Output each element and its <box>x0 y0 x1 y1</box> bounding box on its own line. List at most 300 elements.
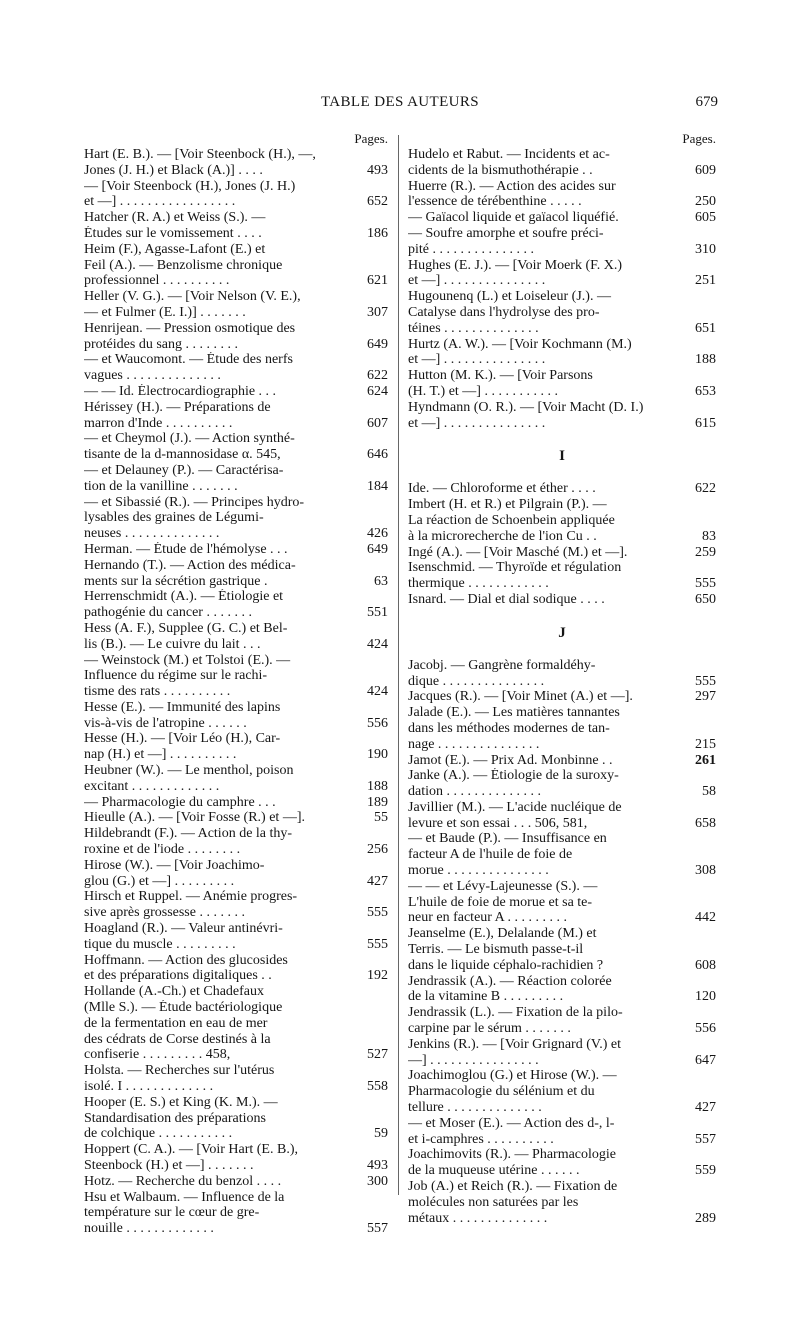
entry-text: Catalyse dans l'hydrolyse des pro- <box>408 304 600 320</box>
page-reference: 63 <box>374 573 388 589</box>
entry-text: Jacobj. — Gangrène formaldéhy- <box>408 657 596 673</box>
entry-line <box>408 210 716 226</box>
entry-line <box>84 210 388 226</box>
entry-line <box>408 1163 716 1179</box>
entry-text: pité . . . . . . . . . . . . . . . <box>408 241 534 257</box>
page-reference: 256 <box>367 842 388 858</box>
entry-text: L'huile de foie de morue et sa te- <box>408 894 593 910</box>
entry-text: Hughes (E. J.). — [Voir Moerk (F. X.) <box>408 257 623 273</box>
entry-text: Hess (A. F.), Supplee (G. C.) et Bel- <box>84 620 288 636</box>
entry-line <box>84 258 388 274</box>
page-reference: 308 <box>695 863 716 879</box>
entry-text: Hurtz (A. W.). — [Voir Kochmann (M.) <box>408 336 632 352</box>
index-entry <box>84 858 388 890</box>
entry-text: Jenkins (R.). — [Voir Grignard (V.) et <box>408 1036 621 1052</box>
index-entry <box>84 352 388 384</box>
entry-text: Javillier (M.). — L'acide nucléique de <box>408 799 622 815</box>
page-reference: 427 <box>367 873 388 889</box>
entry-text: Hoffmann. — Action des glucosides <box>84 952 288 968</box>
entry-text: La réaction de Schoenbein appliquée <box>408 512 615 528</box>
index-entry <box>84 1142 388 1174</box>
index-entry <box>408 926 716 973</box>
entry-line <box>84 431 388 447</box>
index-entry <box>84 242 388 289</box>
index-entry <box>84 1174 388 1190</box>
page-reference: 555 <box>367 905 388 921</box>
entry-text: tion de la vanilline . . . . . . . <box>84 478 238 494</box>
entry-text: Hirsch et Ruppel. — Anémie progres- <box>84 889 298 905</box>
entry-text: neuses . . . . . . . . . . . . . . <box>84 526 220 542</box>
entry-line <box>408 289 716 305</box>
page-reference: 557 <box>695 1131 716 1147</box>
entry-line <box>408 1100 716 1116</box>
entry-text: Hudelo et Rabut. — Incidents et ac- <box>408 147 610 162</box>
page-reference: 608 <box>695 957 716 973</box>
entry-text: protéides du sang . . . . . . . . <box>84 336 238 352</box>
page-reference: 615 <box>695 415 716 431</box>
entry-line <box>84 747 388 763</box>
entry-line <box>408 1195 716 1211</box>
entry-line <box>408 689 716 705</box>
entry-line <box>84 921 388 937</box>
entry-line <box>84 510 388 526</box>
page-reference: 649 <box>367 336 388 352</box>
entry-line <box>84 368 388 384</box>
entry-line <box>84 937 388 953</box>
index-entry <box>84 621 388 653</box>
index-entry <box>408 879 716 926</box>
entry-line <box>84 194 388 210</box>
entry-line <box>84 589 388 605</box>
index-entry <box>84 400 388 432</box>
entry-line <box>408 1179 716 1195</box>
entry-text: Joachimovits (R.). — Pharmacologie <box>408 1147 617 1163</box>
index-entry <box>84 700 388 732</box>
page-reference: 188 <box>695 352 716 368</box>
index-entry <box>408 210 716 226</box>
page-reference: 424 <box>367 636 388 652</box>
entry-text: tisante de la d-mannosidase α. 545, <box>84 447 281 463</box>
entry-line <box>84 495 388 511</box>
entry-text: Hoppert (C. A.). — [Voir Hart (E. B.), <box>84 1142 298 1158</box>
entry-text: — Gaïacol liquide et gaïacol liquéfié. <box>408 210 619 226</box>
entry-text: Isenschmid. — Thyroïde et régulation <box>408 560 622 576</box>
index-entry <box>84 495 388 542</box>
page-reference: 527 <box>367 1047 388 1063</box>
entry-text: Études sur le vomissement . . . . <box>84 225 262 241</box>
entry-text: Standardisation des préparations <box>84 1110 266 1126</box>
entry-line <box>408 226 716 242</box>
entry-text: Terris. — Le bismuth passe-t-il <box>408 942 584 958</box>
index-entry <box>408 753 716 769</box>
entry-line <box>84 1158 388 1174</box>
entry-line <box>84 653 388 669</box>
page-reference: 622 <box>367 368 388 384</box>
entry-text: — Soufre amorphe et soufre préci- <box>408 225 604 241</box>
entry-text: et —] . . . . . . . . . . . . . . . <box>408 415 546 431</box>
entry-text: Hyndmann (O. R.). — [Voir Macht (D. I.) <box>408 399 644 415</box>
page-reference: 184 <box>367 478 388 494</box>
entry-text: lysables des graines de Légumi- <box>84 510 264 526</box>
entry-line <box>84 352 388 368</box>
index-entry <box>84 810 388 826</box>
entry-line <box>84 637 388 653</box>
entry-line <box>408 481 716 497</box>
right-column <box>408 131 716 1226</box>
entry-text: et —] . . . . . . . . . . . . . . . <box>408 352 546 368</box>
page-reference: 551 <box>367 605 388 621</box>
entry-line <box>408 163 716 179</box>
page-reference: 646 <box>367 447 388 463</box>
entry-line <box>84 1047 388 1063</box>
index-entry <box>408 481 716 497</box>
entry-line <box>408 863 716 879</box>
index-entry <box>408 831 716 878</box>
entry-text: dans les méthodes modernes de tan- <box>408 720 610 736</box>
entry-text: roxine et de l'iode . . . . . . . . <box>84 842 241 858</box>
index-entry <box>84 826 388 858</box>
entry-text: Henrijean. — Pression osmotique des <box>84 320 296 336</box>
entry-text: — et Waucomont. — Étude des nerfs <box>84 352 293 368</box>
index-entry <box>84 542 388 558</box>
entry-text: — Weinstock (M.) et Tolstoi (E.). — <box>84 652 291 668</box>
entry-text: thermique . . . . . . . . . . . . <box>408 576 549 592</box>
entry-text: Huerre (R.). — Action des acides sur <box>408 178 616 194</box>
entry-text: — et Fulmer (E. I.)] . . . . . . . <box>84 304 246 320</box>
page-reference: 624 <box>367 383 388 399</box>
entry-text: dique . . . . . . . . . . . . . . . <box>408 673 545 689</box>
page-reference: 557 <box>367 1221 388 1237</box>
entry-line <box>84 574 388 590</box>
page-reference: 609 <box>695 162 716 178</box>
page-reference: 188 <box>367 778 388 794</box>
entry-text: — et Delauney (P.). — Caractérisa- <box>84 462 284 478</box>
entry-text: Ingé (A.). — [Voir Masché (M.) et —]. <box>408 544 628 560</box>
entry-text: Jendrassik (L.). — Fixation de la pilo- <box>408 1005 623 1021</box>
entry-text: vagues . . . . . . . . . . . . . . <box>84 368 221 384</box>
index-entry <box>84 731 388 763</box>
index-entry <box>84 589 388 621</box>
running-title: TABLE DES AUTEURS <box>320 94 480 110</box>
entry-line <box>408 352 716 368</box>
page-reference: 652 <box>367 194 388 210</box>
entry-text: tisme des rats . . . . . . . . . . <box>84 684 231 700</box>
entry-line <box>84 621 388 637</box>
entry-text: cidents de la bismuthothérapie . . <box>408 162 593 178</box>
index-entry <box>84 1190 388 1237</box>
section-letter: I <box>559 448 565 465</box>
index-entry <box>84 953 388 985</box>
pages-label: Pages. <box>682 131 716 146</box>
entry-line <box>408 910 716 926</box>
entry-line <box>408 674 716 690</box>
index-entry <box>84 321 388 353</box>
entry-text: nouille . . . . . . . . . . . . . <box>84 1221 214 1237</box>
index-entry <box>408 545 716 561</box>
index-entry <box>408 179 716 211</box>
index-entry <box>84 795 388 811</box>
entry-line <box>408 895 716 911</box>
index-entry <box>408 400 716 432</box>
page-reference: 427 <box>695 1100 716 1116</box>
section-letter: J <box>558 624 566 641</box>
entry-line <box>84 321 388 337</box>
entry-text: de colchique . . . . . . . . . . . <box>84 1126 233 1142</box>
page-reference: 190 <box>367 747 388 763</box>
index-entry <box>408 592 716 608</box>
entry-line <box>408 576 716 592</box>
entry-line <box>84 858 388 874</box>
entry-line <box>408 879 716 895</box>
entry-text: vis-à-vis de l'atropine . . . . . . <box>84 715 247 731</box>
entry-text: de la vitamine B . . . . . . . . . <box>408 989 564 1005</box>
entry-text: l'essence de térébenthine . . . . . <box>408 194 582 210</box>
entry-line <box>84 810 388 826</box>
page-reference: 300 <box>367 1173 388 1189</box>
entry-text: tellure . . . . . . . . . . . . . . <box>408 1100 542 1116</box>
page-reference: 559 <box>695 1163 716 1179</box>
entry-text: — et Baude (P.). — Insuffisance en <box>408 831 607 847</box>
entry-line <box>408 1068 716 1084</box>
page-reference: 259 <box>695 544 716 560</box>
index-entry <box>84 289 388 321</box>
entry-line <box>84 305 388 321</box>
page-reference: 555 <box>367 936 388 952</box>
page-reference: 650 <box>695 591 716 607</box>
entry-text: (Mlle S.). — Étude bactériologique <box>84 1000 283 1016</box>
entry-text: glou (G.) et —] . . . . . . . . . <box>84 873 235 889</box>
entry-line <box>408 258 716 274</box>
entry-text: — et Sibassié (R.). — Principes hydro- <box>84 494 305 510</box>
entry-line <box>408 179 716 195</box>
entry-line <box>408 337 716 353</box>
entry-text: facteur A de l'huile de foie de <box>408 847 573 863</box>
entry-line <box>84 605 388 621</box>
entry-line <box>84 479 388 495</box>
entry-line <box>408 1005 716 1021</box>
entry-line <box>84 953 388 969</box>
entry-text: — — Id. Électrocardiographie . . . <box>84 383 277 399</box>
entry-text: — et Cheymol (J.). — Action synthé- <box>84 431 295 447</box>
entry-text: (H. T.) et —] . . . . . . . . . . . <box>408 383 558 399</box>
entry-text: Hoagland (R.). — Valeur antinévri- <box>84 921 283 937</box>
entry-line <box>408 384 716 400</box>
entry-line <box>408 1132 716 1148</box>
entry-text: et des préparations digitaliques . . <box>84 968 272 984</box>
entry-line <box>408 368 716 384</box>
entry-line <box>408 753 716 769</box>
entry-text: — et Moser (E.). — Action des d-, l- <box>408 1115 615 1131</box>
entry-text: Jeanselme (E.), Delalande (M.) et <box>408 926 597 942</box>
entry-line <box>84 416 388 432</box>
entry-line <box>408 1116 716 1132</box>
index-entry <box>408 1116 716 1148</box>
entry-text: Hooper (E. S.) et King (K. M.). — <box>84 1094 278 1110</box>
index-entry <box>408 289 716 336</box>
index-entry <box>408 226 716 258</box>
entry-line <box>84 147 388 163</box>
index-entry <box>84 1095 388 1142</box>
entry-line <box>408 942 716 958</box>
entry-line <box>408 705 716 721</box>
entry-text: Hatcher (R. A.) et Weiss (S.). — <box>84 210 266 226</box>
entry-text: Jones (J. H.) et Black (A.)] . . . . <box>84 162 263 178</box>
entry-line <box>408 560 716 576</box>
entry-text: des cédrats de Corse destinés à la <box>84 1031 271 1047</box>
page-reference: 651 <box>695 320 716 336</box>
index-entry <box>84 558 388 590</box>
entry-line <box>84 874 388 890</box>
index-entry <box>408 258 716 290</box>
column-divider <box>398 135 399 1195</box>
entry-line <box>408 1211 716 1227</box>
entry-text: professionnel . . . . . . . . . . <box>84 273 230 289</box>
entry-text: Heim (F.), Agasse-Lafont (E.) et <box>84 241 266 257</box>
entry-text: Hesse (E.). — Immunité des lapins <box>84 699 281 715</box>
entry-line <box>408 513 716 529</box>
page-number: 679 <box>695 94 718 110</box>
page-reference: 556 <box>367 715 388 731</box>
page-reference: 558 <box>367 1079 388 1095</box>
entry-line <box>84 384 388 400</box>
entry-line <box>84 842 388 858</box>
entry-text: —] . . . . . . . . . . . . . . . . <box>408 1052 539 1068</box>
index-entry <box>84 653 388 700</box>
entry-text: excitant . . . . . . . . . . . . . <box>84 778 220 794</box>
entry-line <box>408 847 716 863</box>
entry-text: Hotz. — Recherche du benzol . . . . <box>84 1173 282 1189</box>
entry-text: Hugounenq (L.) et Loiseleur (J.). — <box>408 289 611 305</box>
entry-text: Pharmacologie du sélénium et du <box>408 1084 595 1100</box>
entry-line <box>84 1000 388 1016</box>
entry-text: Heller (V. G.). — [Voir Nelson (V. E.), <box>84 289 301 305</box>
entry-text: isolé. I . . . . . . . . . . . . . <box>84 1079 214 1095</box>
entry-line <box>84 526 388 542</box>
entry-text: nap (H.) et —] . . . . . . . . . . <box>84 747 237 763</box>
entry-line <box>408 831 716 847</box>
entry-text: Holsta. — Recherches sur l'utérus <box>84 1063 275 1079</box>
index-entry <box>408 368 716 400</box>
entry-line <box>408 784 716 800</box>
entry-text: de la fermentation en eau de mer <box>84 1015 268 1031</box>
entry-line <box>84 905 388 921</box>
entry-text: dation . . . . . . . . . . . . . . <box>408 784 541 800</box>
entry-line <box>408 529 716 545</box>
entry-line <box>84 889 388 905</box>
entry-text: Herrenschmidt (A.). — Étiologie et <box>84 589 284 605</box>
entry-line <box>84 179 388 195</box>
entry-text: Heubner (W.). — Le menthol, poison <box>84 763 294 779</box>
entry-text: confiserie . . . . . . . . . 458, <box>84 1047 231 1063</box>
entry-text: Joachimoglou (G.) et Hirose (W.). — <box>408 1068 617 1084</box>
entry-line <box>84 1016 388 1032</box>
entry-text: Hernando (T.). — Action des médica- <box>84 557 296 573</box>
entry-text: Isnard. — Dial et dial sodique . . . . <box>408 591 605 607</box>
entry-line <box>408 737 716 753</box>
entry-text: levure et son essai . . . 506, 581, <box>408 815 588 831</box>
entry-text: — — et Lévy-Lajeunesse (S.). — <box>408 878 598 894</box>
page-reference: 555 <box>695 673 716 689</box>
entry-text: Hollande (A.-Ch.) et Chadefaux <box>84 984 264 1000</box>
page-reference: 426 <box>367 526 388 542</box>
entry-line <box>84 1126 388 1142</box>
entry-line <box>84 1032 388 1048</box>
entry-text: Hart (E. B.). — [Voir Steenbock (H.), —, <box>84 147 316 162</box>
index-entry <box>408 337 716 369</box>
page-reference: 555 <box>695 576 716 592</box>
entry-text: Hirose (W.). — [Voir Joachimo- <box>84 857 265 873</box>
index-entry <box>408 560 716 592</box>
page-reference: 251 <box>695 273 716 289</box>
entry-line <box>84 226 388 242</box>
entry-line <box>408 545 716 561</box>
pages-label: Pages. <box>354 131 388 146</box>
left-column <box>84 131 388 1237</box>
index-entry <box>84 1063 388 1095</box>
index-entry <box>408 1068 716 1115</box>
entry-text: Influence du régime sur le rachi- <box>84 668 268 684</box>
entry-line <box>408 958 716 974</box>
page-reference: 621 <box>367 273 388 289</box>
entry-line <box>408 400 716 416</box>
index-entry <box>408 147 716 179</box>
page-reference: 622 <box>695 481 716 497</box>
entry-text: Janke (A.). — Étiologie de la suroxy- <box>408 768 619 784</box>
entry-line <box>84 1174 388 1190</box>
entry-line <box>408 989 716 1005</box>
entry-text: molécules non saturées par les <box>408 1194 579 1210</box>
entry-text: Feil (A.). — Benzolisme chronique <box>84 257 283 273</box>
entry-line <box>84 716 388 732</box>
entry-text: Hsu et Walbaum. — Influence de la <box>84 1189 285 1205</box>
entry-text: — [Voir Steenbock (H.), Jones (J. H.) <box>84 178 296 194</box>
entry-line <box>408 592 716 608</box>
entry-line <box>408 658 716 674</box>
index-entry <box>408 497 716 544</box>
entry-text: métaux . . . . . . . . . . . . . . <box>408 1210 548 1226</box>
author-index-list <box>408 147 716 1226</box>
entry-line <box>408 816 716 832</box>
entry-text: lis (B.). — Le cuivre du lait . . . <box>84 636 261 652</box>
author-index-list <box>84 147 388 1237</box>
entry-text: et —] . . . . . . . . . . . . . . . <box>408 273 546 289</box>
entry-line <box>84 447 388 463</box>
index-entry <box>408 658 716 690</box>
entry-line <box>84 700 388 716</box>
page-reference: 658 <box>695 815 716 831</box>
page-reference: 493 <box>367 162 388 178</box>
entry-text: Jacques (R.). — [Voir Minet (A.) et —]. <box>408 689 633 705</box>
entry-text: dans le liquide céphalo-rachidien ? <box>408 957 604 973</box>
entry-line <box>84 1079 388 1095</box>
page-reference: 297 <box>695 689 716 705</box>
page-reference: 215 <box>695 736 716 752</box>
entry-text: Imbert (H. et R.) et Pilgrain (P.). — <box>408 497 607 513</box>
page-reference: 120 <box>695 989 716 1005</box>
entry-text: Ide. — Chloroforme et éther . . . . <box>408 481 596 497</box>
entry-text: morue . . . . . . . . . . . . . . . <box>408 863 549 879</box>
entry-line <box>408 273 716 289</box>
entry-text: — Pharmacologie du camphre . . . <box>84 794 276 810</box>
entry-text: carpine par le sérum . . . . . . . <box>408 1021 571 1037</box>
entry-line <box>408 1021 716 1037</box>
entry-text: et i-camphres . . . . . . . . . . <box>408 1131 554 1147</box>
entry-line <box>408 416 716 432</box>
index-entry <box>408 689 716 705</box>
page-reference: 250 <box>695 194 716 210</box>
entry-line <box>84 1063 388 1079</box>
entry-line <box>84 968 388 984</box>
